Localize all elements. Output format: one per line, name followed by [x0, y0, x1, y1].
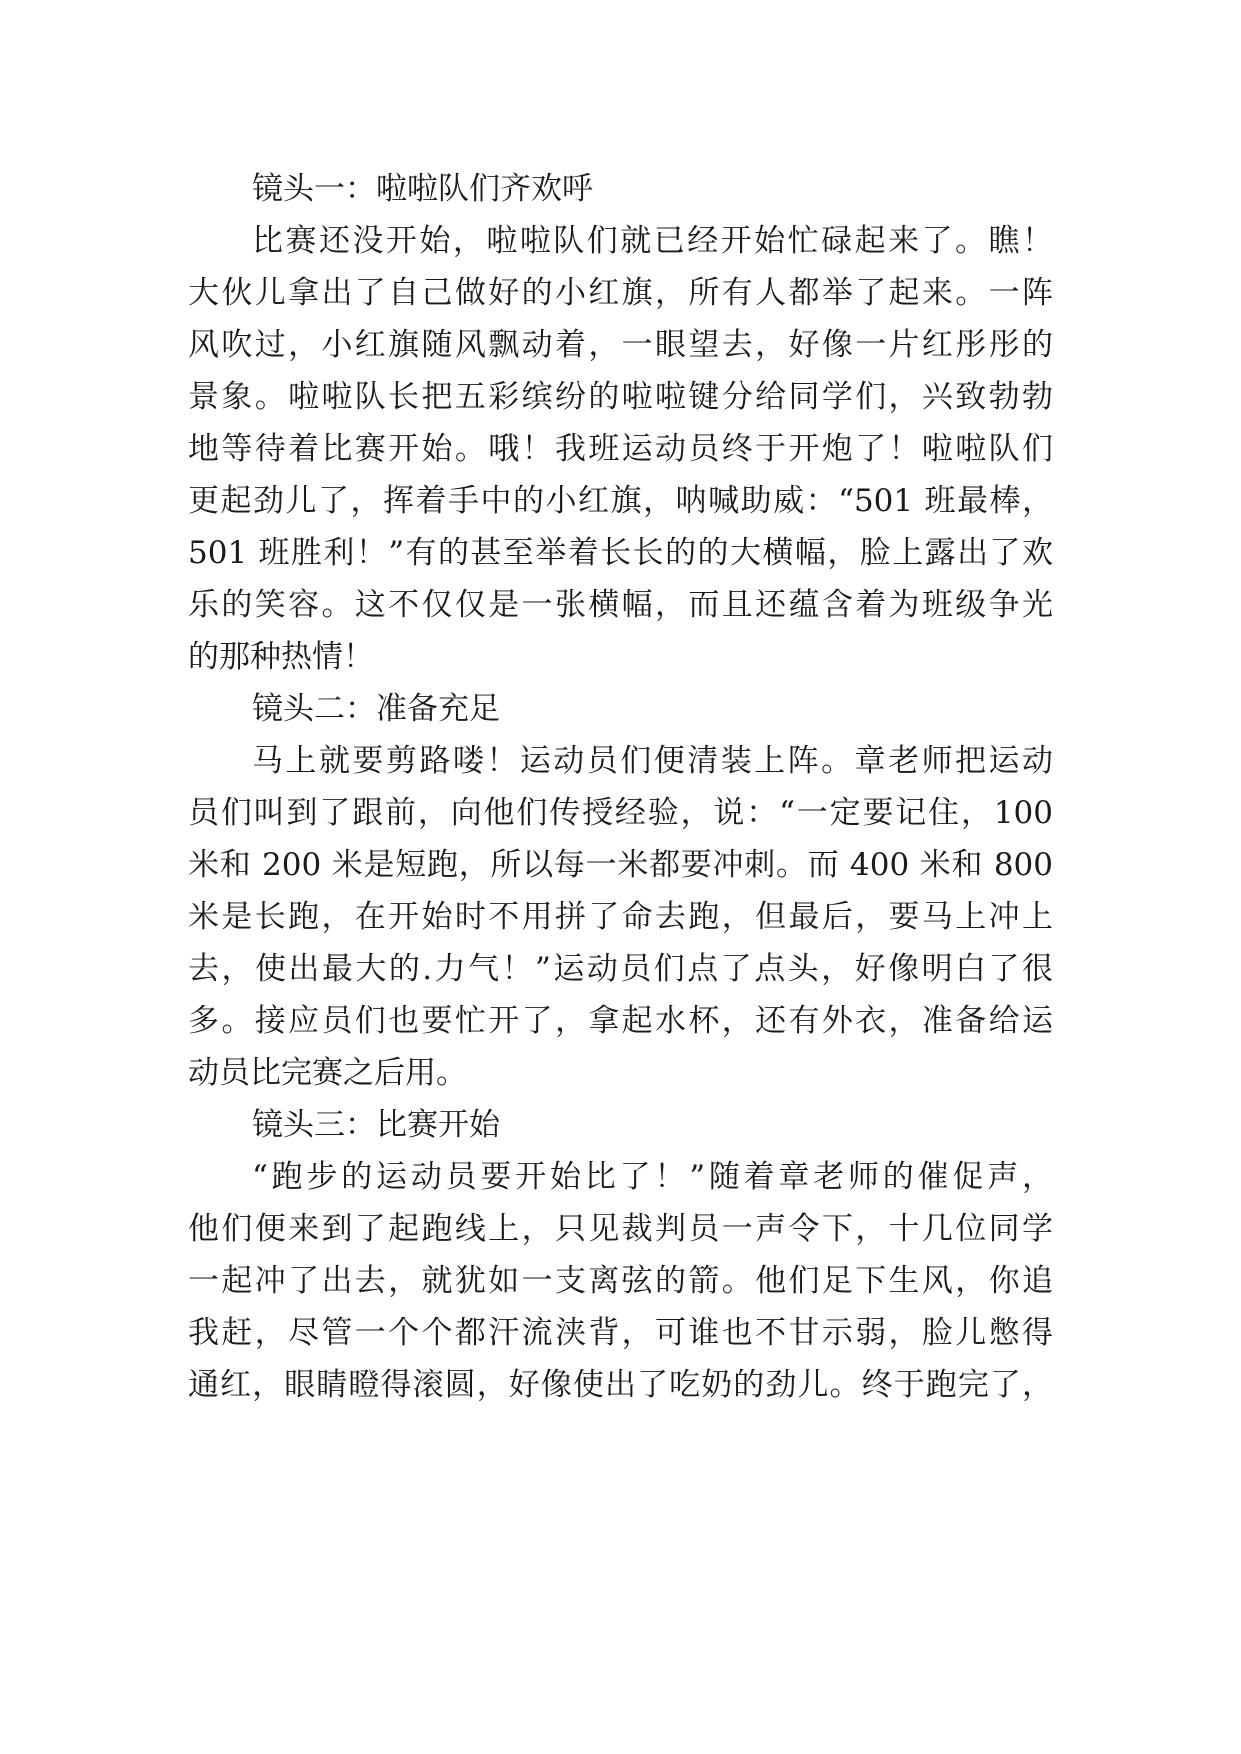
- paragraph-line: 员们叫到了跟前，向他们传授经验，说：“一定要记住，100: [188, 795, 1053, 831]
- paragraph-line: 多。接应员们也要忙开了，拿起水杯，还有外衣，准备给运: [188, 1003, 1053, 1039]
- paragraph-line: “跑步的运动员要开始比了！”随着章老师的催促声，: [252, 1159, 1053, 1195]
- paragraph-line: 乐的笑容。这不仅仅是一张横幅，而且还蕴含着为班级争光: [188, 587, 1053, 623]
- section-heading: 镜头三：比赛开始: [252, 1107, 500, 1143]
- paragraph-line: 动员比完赛之后用。: [188, 1055, 467, 1091]
- paragraph-line: 去，使出最大的.力气！”运动员们点了点头，好像明白了很: [188, 951, 1053, 987]
- paragraph-line: 我赶，尽管一个个都汗流浃背，可谁也不甘示弱，脸儿憋得: [188, 1315, 1053, 1351]
- paragraph-line: 米和 200 米是短跑，所以每一米都要冲刺。而 400 米和 800: [188, 847, 1053, 883]
- paragraph-line: 地等待着比赛开始。哦！我班运动员终于开炮了！啦啦队们: [188, 431, 1053, 467]
- paragraph-line: 501 班胜利！”有的甚至举着长长的的大横幅，脸上露出了欢: [188, 535, 1053, 571]
- paragraph-line: 一起冲了出去，就犹如一支离弦的箭。他们足下生风，你追: [188, 1263, 1053, 1299]
- paragraph-line: 景象。啦啦队长把五彩缤纷的啦啦键分给同学们，兴致勃勃: [188, 379, 1053, 415]
- paragraph-line: 的那种热情！: [188, 639, 374, 675]
- paragraph-line: 通红，眼睛瞪得滚圆，好像使出了吃奶的劲儿。终于跑完了，: [188, 1367, 1053, 1403]
- paragraph-line: 米是长跑，在开始时不用拼了命去跑，但最后，要马上冲上: [188, 899, 1053, 935]
- paragraph-line: 更起劲儿了，挥着手中的小红旗，呐喊助威：“501 班最棒，: [188, 483, 1053, 519]
- section-heading: 镜头一：啦啦队们齐欢呼: [252, 171, 593, 207]
- paragraph-line: 马上就要剪路喽！运动员们便清装上阵。章老师把运动: [252, 743, 1053, 779]
- paragraph-line: 比赛还没开始，啦啦队们就已经开始忙碌起来了。瞧！: [252, 223, 1053, 259]
- paragraph-line: 大伙儿拿出了自己做好的小红旗，所有人都举了起来。一阵: [188, 275, 1053, 311]
- section-heading: 镜头二：准备充足: [252, 691, 500, 727]
- paragraph-line: 风吹过，小红旗随风飘动着，一眼望去，好像一片红彤彤的: [188, 327, 1053, 363]
- paragraph-line: 他们便来到了起跑线上，只见裁判员一声令下，十几位同学: [188, 1211, 1053, 1247]
